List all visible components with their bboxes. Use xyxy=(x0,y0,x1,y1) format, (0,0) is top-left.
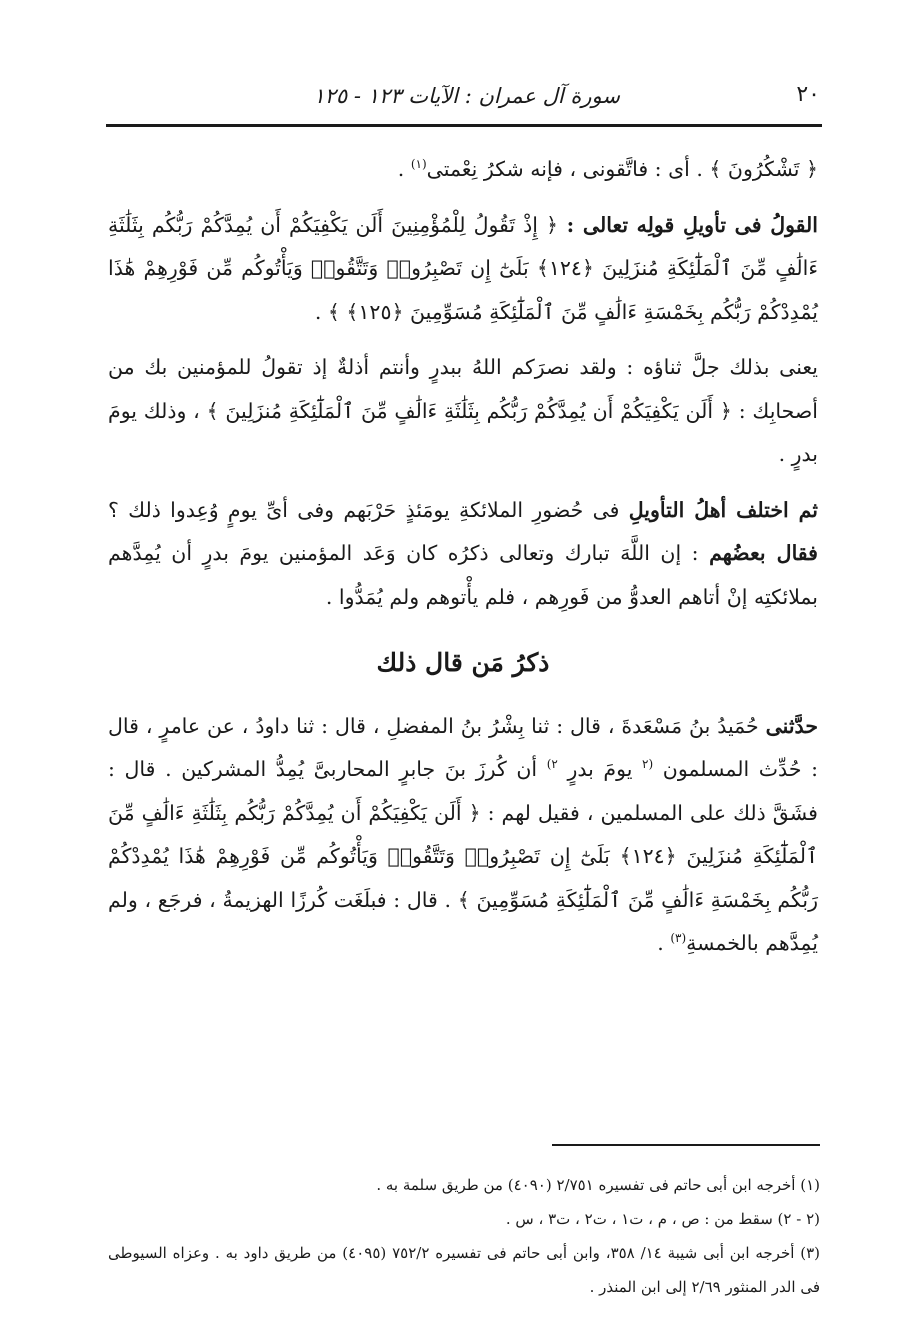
page-number: ٢٠ xyxy=(796,82,820,107)
paragraph-4-text-b: : إن اللَّهَ تبارك وتعالى ذكرُه كان وَعَد المؤمنين يومَ بدرٍ أن يُمِدَّهم بملائكتِه إنْ أتاهم العدوُّ من فَورِهم ، فلم يأْتوهم ولم يُمَدُّوا . xyxy=(108,541,818,609)
footnote-ref-3: (٣) xyxy=(670,931,687,946)
footnote-2: (٢ - ٢) سقط من : ص ، م ، ت١ ، ت٢ ، ت٣ ، س . xyxy=(505,1210,820,1228)
paragraph-4-label: ثم اختلف أهلُ التأويلِ xyxy=(628,497,819,522)
paragraph-5-text-c: أن كُرزَ بنَ جابرٍ المحاربىَّ يُمِدُّ المشركين . قال : فشَقَّ ذلك على المسلمين ، فقيل لهم : ﴿ أَلَن يَكْفِيَكُمْ أَن يُمِدَّكُمْ رَبُّكُم بِثَلَٰثَةِ ءَالَٰفٍ مِّنَ ٱلْمَلَٰٓئِكَةِ مُنزَلِينَ ﴿١٢٤﴾ بَلَىٰٓ إِن تَصْبِرُوا۟ وَتَتَّقُوا۟ وَيَأْتُوكُم مِّن فَوْرِهِمْ هَٰذَا يُمْدِدْكُمْ رَبُّكُم بِخَمْسَةِ ءَالَٰفٍ مِّنَ ٱلْمَلَٰٓئِكَةِ مُسَوِّمِينَ ﴾ . قال : فبلَغَت كُرزًا الهزيمةُ ، فرجَع ، ولم يُمِدَّهم بالخمسةِ xyxy=(108,757,818,955)
page-header xyxy=(108,78,820,118)
footnote-rule xyxy=(552,1144,820,1146)
paragraph-5 xyxy=(108,705,818,966)
paragraph-5-text-b: يومَ بدرٍ xyxy=(557,757,643,781)
paragraph-1-text: ﴿ تَشْكُرُونَ ﴾ . أى : فاتَّقونى ، فإنه شكرُ نِعْمتى xyxy=(426,157,818,181)
paragraph-2-label: القولُ فى تأويلِ قولِه تعالى : xyxy=(558,212,818,237)
footnotes xyxy=(108,1168,820,1304)
section-heading: ذكرُ مَن قال ذلك xyxy=(376,648,550,677)
running-title: سورة آل عمران : الآيات ١٢٣ - ١٢٥ xyxy=(313,84,620,108)
footnote-ref-1: (١) xyxy=(410,157,427,172)
paragraph-4 xyxy=(108,489,818,620)
footnote-3: (٣) أخرجه ابن أبى شيبة ١٤/ ٣٥٨، وابن أبى حاتم فى تفسيره ٧٥٢/٢ (٤٠٩٥) من طريق داود به . وعزاه السيوطى فى الدر المنثور ٢/٦٩ إلى ابن المنذر . xyxy=(108,1244,821,1296)
footnote-ref-2-end: ٢) xyxy=(546,757,558,772)
paragraph-5-end: . xyxy=(657,931,671,955)
paragraph-3 xyxy=(108,346,818,477)
paragraph-4-text-a: فى حُضورِ الملائكةِ يومَئذٍ حَرْبَهم وفى أىِّ يومٍ وُعِدوا ذلك ؟ xyxy=(108,497,629,522)
paragraph-2-verse: ﴿ إِذْ تَقُولُ لِلْمُؤْمِنِينَ أَلَن يَكْفِيَكُمْ أَن يُمِدَّكُمْ رَبُّكُم بِثَلَٰثَةِ ءَالَٰفٍ مِّنَ ٱلْمَلَٰٓئِكَةِ مُنزَلِينَ ﴿١٢٤﴾ بَلَىٰٓ إِن تَصْبِرُوا۟ وَتَتَّقُوا۟ وَيَأْتُوكُم مِّن فَوْرِهِمْ هَٰذَا يُمْدِدْكُمْ رَبُّكُم بِخَمْسَةِ ءَالَٰفٍ مِّنَ ٱلْمَلَٰٓئِكَةِ مُسَوِّمِينَ ﴿١٢٥﴾ ﴾ . xyxy=(108,212,818,324)
footnote-1: (١) أخرجه ابن أبى حاتم فى تفسيره ٢/٧٥١ (٤٠٩٠) من طريق سلمة به . xyxy=(376,1176,820,1194)
paragraph-4-label-2: فقال بعضُهم xyxy=(709,541,818,565)
paragraph-1 xyxy=(108,148,818,192)
paragraph-2 xyxy=(108,204,818,335)
paragraph-1-end: . xyxy=(397,157,411,181)
paragraph-5-text-a: حُمَيدُ بنُ مَسْعَدةَ ، قال : ثنا بِشْرُ بنُ المفضلِ ، قال : ثنا داودُ ، عن عامرٍ ، قال : حُدِّث المسلمون xyxy=(108,713,819,781)
main-text xyxy=(108,148,818,978)
paragraph-5-label: حدَّثنى xyxy=(765,713,818,738)
paragraph-3-text: يعنى بذلك جلَّ ثناؤه : ولقد نصرَكم اللهُ ببدرٍ وأنتم أذلةٌ إذ تقولُ للمؤمنين بك من أصحابِك : ﴿ أَلَن يَكْفِيَكُمْ أَن يُمِدَّكُمْ رَبُّكُم بِثَلَٰثَةِ ءَالَٰفٍ مِّنَ ٱلْمَلَٰٓئِكَةِ مُنزَلِينَ ﴾ ، وذلك يومَ بدرٍ . xyxy=(108,355,818,466)
header-rule xyxy=(106,124,822,127)
footnote-ref-2-start: (٢ xyxy=(642,757,654,772)
